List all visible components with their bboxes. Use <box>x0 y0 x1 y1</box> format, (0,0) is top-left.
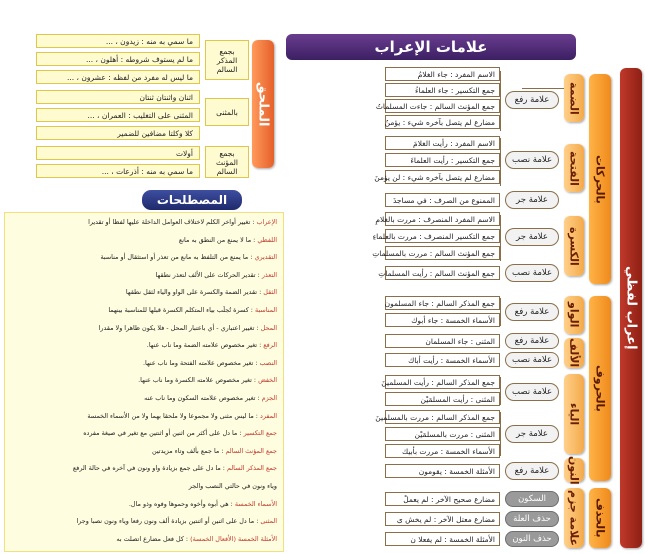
example-box: جمع المؤنث السالم : جاءت المسلماتُ <box>385 99 500 113</box>
glossary-definition: : ما دل على جمع بزيادة واو ونون في آخره في حالة الرفع <box>72 464 227 473</box>
mulhaq-item: ما لم يستوف شروطه : أهلون ، ... <box>36 52 200 66</box>
hadhf-bar: بالحذف <box>589 488 611 548</box>
glossary-definition: : هي أبوه وأخوه وحموها وفوه وذو مال. <box>128 499 235 508</box>
node-nasb: علامة نصب <box>505 151 559 169</box>
node-nasb: علامة نصب <box>505 352 559 368</box>
bracket-line <box>500 138 501 186</box>
jazm-bar: علامة جزم <box>564 488 584 548</box>
node-sukun: السكون <box>505 491 559 507</box>
example-box: الاسم المفرد المنصرف : مررت بالغلامِ <box>385 212 500 226</box>
glossary-definition: : تغير مخصوص علامته السكون وما ناب عنه <box>144 394 262 402</box>
example-box: مضارع لم يتصل بآخره شيء : لن يؤمنَ <box>385 170 500 184</box>
node-raf: علامة رفع <box>505 462 559 480</box>
glossary-term: المفرد <box>259 411 277 420</box>
example-box: جمع المذكر السالم : مررت بالمسلمينَ <box>385 410 500 424</box>
harakat-bar: بالحركات <box>589 74 611 284</box>
mulhaq-group-label: بجمع المذكر السالم <box>205 40 249 80</box>
example-box: الأسماء الخمسة : مررت بأبيك <box>385 444 500 458</box>
glossary-term: جمع المؤنث السالم <box>225 446 277 455</box>
example-box: المثنى : مررت بالمسلمَيْن <box>385 427 500 441</box>
example-box: الأمثلة الخمسة : لم يفعلا ن <box>385 532 500 546</box>
example-box: جمع المؤنث السالم : مررت بالمسلماتِ <box>385 246 500 260</box>
glossary-panel <box>4 212 284 552</box>
mulhaq-group-label: بالمثنى <box>205 98 249 126</box>
node-jarr: علامة جر <box>505 228 559 246</box>
glossary-term: الجزم <box>261 394 277 402</box>
example-box: مضارع لم يتصل بآخره شيء : يؤمنُ <box>385 115 500 129</box>
glossary-definition: : ما ليس مثنى ولا مجموعا ولا ملحقا بهما ولا من الأسماء الخمسة <box>87 411 260 420</box>
node-jarr: علامة جر <box>505 425 559 443</box>
example-box: مضارع معتل الآخر : لم يخش ى <box>385 512 500 526</box>
node-raf: علامة رفع <box>505 333 559 349</box>
glossary-term: جمع المذكر السالم <box>226 464 277 473</box>
glossary-term: جمع التكسير <box>243 429 277 438</box>
glossary-entry <box>11 375 277 387</box>
glossary-entry <box>11 481 277 493</box>
glossary-entry <box>11 305 277 317</box>
glossary-entry <box>11 270 277 282</box>
mulhaq-item: أولات <box>36 146 200 160</box>
glossary-entry <box>11 534 277 546</box>
example-box: الأسماء الخمسة : رأيت أباك <box>385 353 500 367</box>
glossary-definition: : ما جمع بألف وتاء مزيدتين <box>152 446 226 455</box>
node-raf: علامة رفع <box>505 303 559 321</box>
glossary-term: الرفع <box>263 341 277 350</box>
example-box: الاسم المفرد : رأيت الغلامَ <box>385 136 500 150</box>
glossary-definition: وياء ونون في حالتي النصب والجر <box>188 482 277 490</box>
glossary-entry <box>11 499 277 511</box>
glossary-definition: : تقدير الضمة والكسرة على الواو والياء لثقل نطقها <box>125 288 264 297</box>
glossary-entry <box>11 516 277 528</box>
node-nasb: علامة نصب <box>505 383 559 401</box>
example-box: الأمثلة الخمسة : يقومون <box>385 464 500 478</box>
glossary-term: الثقل <box>263 288 277 297</box>
nun-bar: النون <box>564 458 584 482</box>
example-box: الممنوع من الصرف : في مساجدَ <box>385 193 500 207</box>
glossary-definition: : تغير مخصوص علامته الفتحة وما ناب عنها. <box>142 358 260 367</box>
alif-bar: الألف <box>564 338 584 368</box>
kasra-bar: الكسرة <box>564 216 584 276</box>
node-raf: علامة رفع <box>505 91 559 109</box>
bracket-line <box>500 298 501 326</box>
example-box: مضارع صحيح الآخر : لم يعملْ <box>385 492 500 506</box>
glossary-term: المحل <box>260 323 277 332</box>
mulhaq-item: كلا وكلتا مضافين للضمير <box>36 126 200 140</box>
mulhaq-item: ما ليس له مفرد من لفظه : عشرون ، ... <box>36 70 200 84</box>
node-jarr: علامة جر <box>505 191 559 209</box>
example-box: جمع المؤنث السالم : رأيت المسلماتِ <box>385 266 500 280</box>
glossary-entry <box>11 340 277 352</box>
glossary-definition: : تقدير الحركات على الألف لتعذر نطقها <box>155 270 262 279</box>
example-box: جمع التكسير المنصرف : مررت بالعلماءِ <box>385 229 500 243</box>
example-box: الأسماء الخمسة : جاء أبوك <box>385 313 500 327</box>
glossary-definition: : كسرة تُجلَب بياء المتكلم الكسرة قبلها للمناسبة بينهما <box>108 306 255 314</box>
glossary-definition: : تغير مخصوص علامته الضمة وما ناب عنها. <box>146 341 264 350</box>
glossary-term: الإعراب <box>256 218 277 226</box>
fatha-bar: الفتحة <box>564 144 584 192</box>
glossary-entry <box>11 446 277 458</box>
glossary-definition: : ما يمنع من التلفظ به مانع من تعذر أو استثقال أو مناسبة <box>100 253 255 262</box>
mulhaq-item: اثنان واثنتان ثنتان <box>36 90 200 104</box>
glossary-term: النصب <box>259 358 277 367</box>
glossary-term: المثنى <box>260 517 277 526</box>
glossary-term: الأسماء الخمسة <box>234 499 277 508</box>
bracket-line <box>500 71 501 131</box>
glossary-term: المناسبة <box>254 306 277 314</box>
damma-bar: الضمة <box>564 74 584 122</box>
mulhaq-group-label: بجمع المؤنث السالم <box>205 146 249 178</box>
glossary-entry <box>11 411 277 423</box>
node-nasb: علامة نصب <box>505 264 559 282</box>
glossary-term: الأمثلة الخمسة (الأفعال الخمسة) <box>190 534 277 543</box>
example-box: جمع المذكر السالم : رأيت المسلمينَ <box>385 375 500 389</box>
main-category-bar: إعراب لفظي <box>620 68 642 548</box>
glossary-entry <box>11 358 277 370</box>
glossary-term: التعذر <box>261 270 277 279</box>
bracket-line <box>500 412 501 456</box>
mulhaq-item: ما سمي به منه : أذرعات ، ... <box>36 164 200 178</box>
glossary-entry <box>11 393 277 405</box>
ya-bar: الياء <box>564 374 584 454</box>
node-hadhf-illa: حذف العلة <box>505 511 559 527</box>
glossary-entry <box>11 463 277 475</box>
bracket-line <box>500 215 501 261</box>
glossary-definition: : تغير مخصوص علامته الكسرة وما ناب عنها. <box>138 376 259 385</box>
glossary-entry <box>11 428 277 440</box>
mulhaq-bar: الملحق <box>252 40 274 168</box>
glossary-term: اللفظي <box>257 235 277 244</box>
example-box: جمع التكسير : جاء العلماءُ <box>385 83 500 97</box>
glossary-definition: : ما دل على اثنين أو اثنتين بزيادة ألف ونون رفعا وياء ونون نصبا وجرا <box>76 517 261 526</box>
glossary-entry <box>11 323 277 335</box>
example-box: جمع التكسير : رأيت العلماءَ <box>385 153 500 167</box>
glossary-title: المصطلحات <box>142 190 242 210</box>
glossary-entry <box>11 235 277 247</box>
glossary-entry <box>11 252 277 264</box>
diagram-title: علامات الإعراب <box>286 34 576 60</box>
node-hadhf-nun: حذف النون <box>505 531 559 547</box>
example-box: الاسم المفرد : جاء الغلامُ <box>385 67 500 81</box>
connector-line <box>522 88 564 89</box>
mulhaq-item: ما سمي به منه : زيدون ، ... <box>36 34 200 48</box>
glossary-definition: : كل فعل مضارع اتصلت به <box>116 534 191 543</box>
example-box: المثنى : رأيت المسلمَيْن <box>385 392 500 406</box>
glossary-definition: : ما دل على أكثر من اثنين أو اثنتين مع تغير في صيغة مفرده <box>83 429 244 438</box>
bracket-line <box>500 377 501 405</box>
waw-bar: الواو <box>564 296 584 334</box>
glossary-term: التقديري <box>254 253 277 262</box>
huruf-bar: بالحروف <box>589 296 611 481</box>
example-box: المثنى : جاء المسلمان <box>385 334 500 348</box>
glossary-definition: : ما لا يمنع من النطق به مانع <box>178 235 258 244</box>
glossary-definition: : تغيير اعتباري - أي باعتبار المحل - فلا يكون ظاهرا ولا مقدرا <box>98 323 261 332</box>
glossary-definition: : تغيير أواخر الكلم لاختلاف العوامل الداخلة عليها لفظا أو تقديرا <box>88 218 257 226</box>
glossary-term: الخفض <box>258 376 277 385</box>
glossary-entry <box>11 287 277 299</box>
example-box: جمع المذكر السالم : جاء المسلمون <box>385 296 500 310</box>
glossary-entry <box>11 217 277 229</box>
mulhaq-item: المثنى على التغليب : العمران ، ... <box>36 108 200 122</box>
